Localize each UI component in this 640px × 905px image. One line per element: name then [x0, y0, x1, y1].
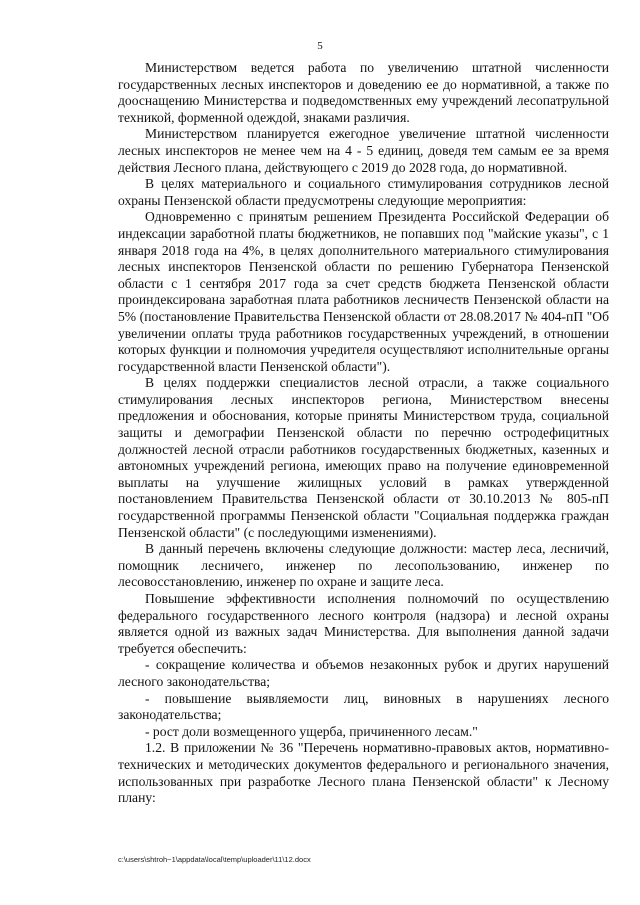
paragraph-planned-increase: Министерством планируется ежегодное увеличение штатной численности лесных инспекторов не менее чем на 4 - 5 единиц, доведя тем самым ее за время действия Лесного плана, действующего с 2019 до 2028 года, до нормативной.	[118, 126, 609, 175]
list-item-detection: - повышение выявляемости лиц, виновных в нарушениях лесного законодательства;	[118, 690, 609, 723]
document-body	[118, 60, 609, 807]
paragraph-positions-list: В данный перечень включены следующие должности: мастер леса, лесничий, помощник лесничего, инженер по лесопользованию, инженер по лесовосстановлению, инженер по охране и защите леса.	[118, 541, 609, 590]
paragraph-salary-indexation: Одновременно с принятым решением Президента Российской Федерации об индексации заработной платы бюджетников, не попавших под "майские указы", с 1 января 2018 года на 4%, в целях дополнительного материального стимулирования лесных инспекторов Пензенской области по решению Губернатора Пензенской области с 1 сентября 2017 года за счет средств бюджета Пензенской области проиндексирована заработная плата работников лесничеств Пензенской области на 5% (постановление Правительства Пензенской области от 28.08.2017 № 404-пП "Об увеличении оплаты труда работников государственных учреждений, в отношении которых функции и полномочия учредителя осуществляют исполнительные органы государственной власти Пензенской области").	[118, 209, 609, 374]
list-item-damage-compensation: - рост доли возмещенного ущерба, причиненного лесам."	[145, 723, 478, 739]
paragraph-staffing: Министерством ведется работа по увеличению штатной численности государственных лесных инспекторов и доведению ее до нормативной, а также по дооснащению Министерства и подведомственных ему учреждений лесопатрульной техникой, форменной одеждой, знаками различия.	[118, 60, 609, 125]
paragraph-efficiency: Повышение эффективности исполнения полномочий по осуществлению федерального государственного лесного контроля (надзора) и лесной охраны является одной из важных задач Министерства. Для выполнения данной задачи требуется обеспечить:	[118, 591, 609, 656]
paragraph-stimulation-intro: В целях материального и социального стимулирования сотрудников лесной охраны Пензенской области предусмотрены следующие мероприятия:	[118, 176, 609, 208]
paragraph-appendix-36: 1.2. В приложении № 36 "Перечень нормативно-правовых актов, нормативно-технических и методических документов федерального и регионального значения, использованных при разработке Лесного плана Пензенской области" к Лесному плану:	[118, 740, 609, 806]
page-number: 5	[317, 40, 323, 52]
footer-file-path: c:\users\shtroh~1\appdata\local\temp\uploader\11\12.docx	[118, 855, 311, 864]
paragraph-specialist-support: В целях поддержки специалистов лесной отрасли, а также социального стимулирования лесных инспекторов региона, Министерством внесены предложения и обоснования, которые приняты Министерством труда, социальной защиты и демографии Пензенской области по перечню остродефицитных должностей лесной отрасли работников государственных бюджетных, казенных и автономных учреждений региона, имеющих право на получение единовременной выплаты на улучшение жилищных условий в рамках утвержденной постановлением Правительства Пензенской области от 30.10.2013 № 805-пП государственной программы Пензенской области "Социальная поддержка граждан Пензенской области" (с последующими изменениями).	[118, 375, 609, 540]
list-item-reduction: - сокращение количества и объемов незаконных рубок и других нарушений лесного законодательства;	[118, 657, 609, 689]
